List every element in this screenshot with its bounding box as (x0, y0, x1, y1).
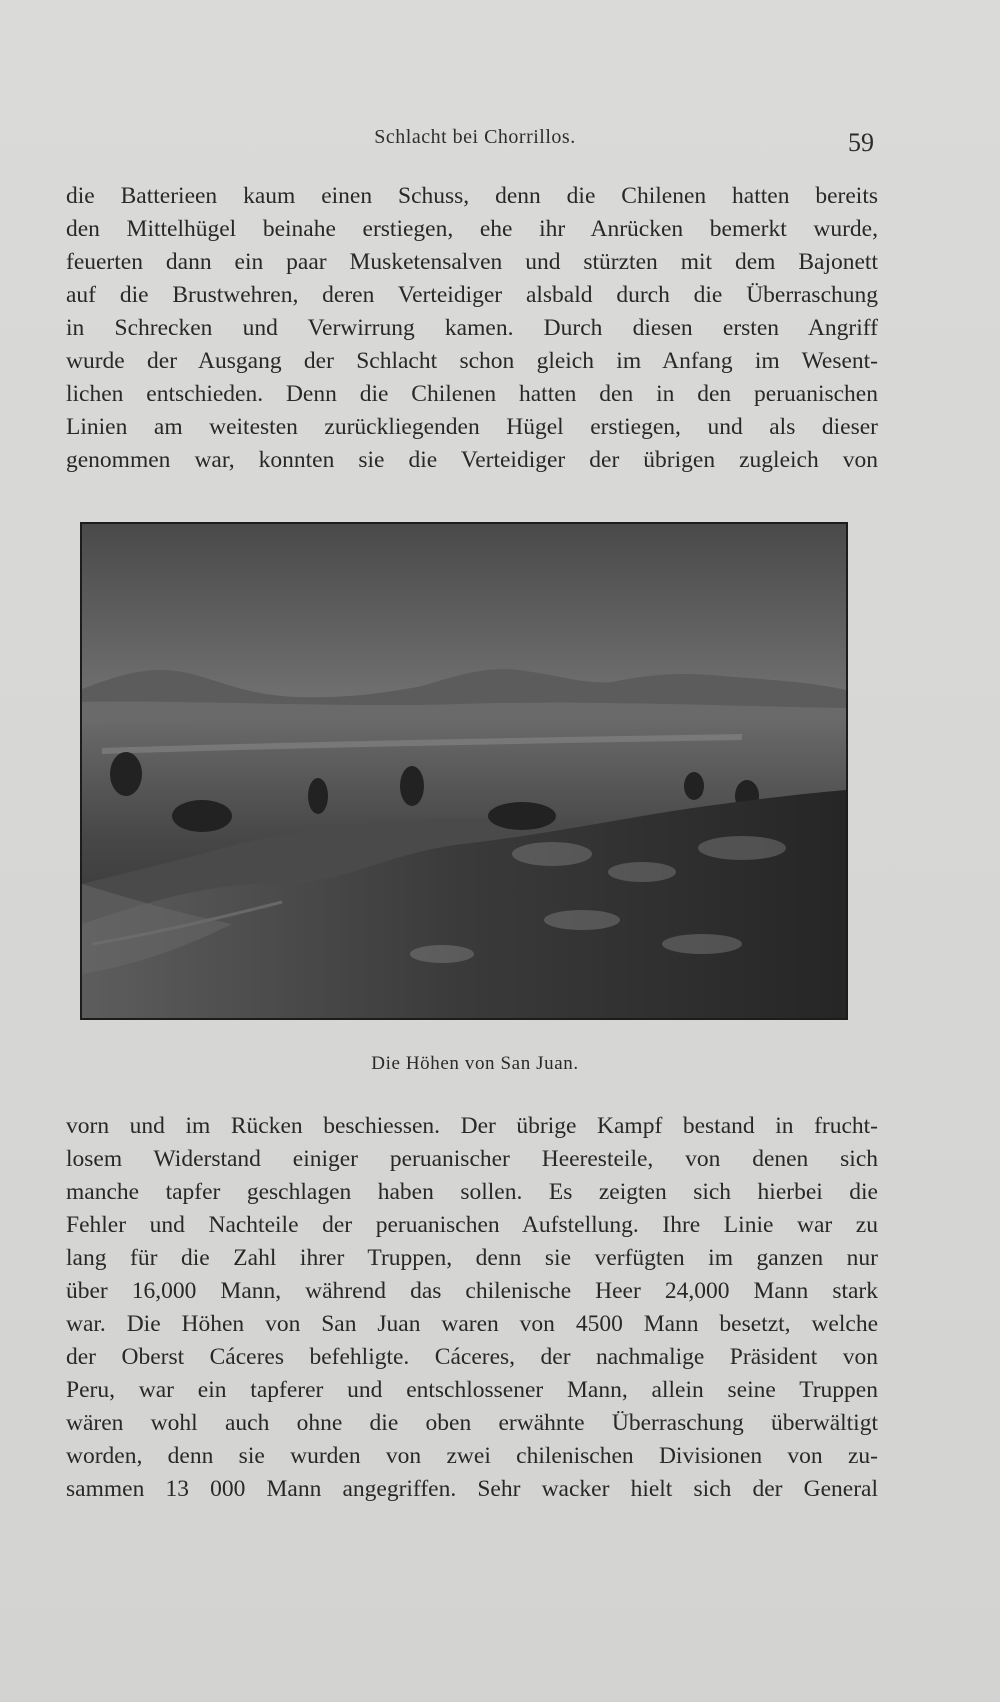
page-number: 59 (848, 128, 874, 157)
text-line: wären wohl auch ohne die oben erwähnte Überraschung überwältigt (66, 1410, 878, 1436)
text-line: auf die Brustwehren, deren Verteidiger alsbald durch die Überraschung (66, 282, 878, 308)
text-line: worden, denn sie wurden von zwei chilenischen Divisionen von zu- (66, 1443, 878, 1469)
text-line: lang für die Zahl ihrer Truppen, denn sie verfügten im ganzen nur (66, 1245, 878, 1271)
text-line: war. Die Höhen von San Juan waren von 4500 Mann besetzt, welche (66, 1311, 878, 1337)
text-line: in Schrecken und Verwirrung kamen. Durch diesen ersten Angriff (66, 315, 878, 341)
text-line: über 16,000 Mann, während das chilenische Heer 24,000 Mann stark (66, 1278, 878, 1304)
text-line: sammen 13 000 Mann angegriffen. Sehr wacker hielt sich der General (66, 1476, 878, 1502)
text-line: Linien am weitesten zurückliegenden Hügel erstiegen, und als dieser (66, 414, 878, 440)
text-line: vorn und im Rücken beschiessen. Der übrige Kampf bestand in frucht- (66, 1113, 878, 1139)
text-line: den Mittelhügel beinahe erstiegen, ehe ihr Anrücken bemerkt wurde, (66, 216, 878, 242)
landscape-photograph (80, 522, 848, 1020)
text-line: genommen war, konnten sie die Verteidiger der übrigen zugleich von (66, 447, 878, 473)
body-text-top (66, 180, 878, 477)
text-line: Peru, war ein tapferer und entschlossener Mann, allein seine Truppen (66, 1377, 878, 1403)
text-line: lichen entschieden. Denn die Chilenen hatten den in den peruanischen (66, 381, 878, 407)
text-line: Fehler und Nachteile der peruanischen Aufstellung. Ihre Linie war zu (66, 1212, 878, 1238)
text-line: manche tapfer geschlagen haben sollen. Es zeigten sich hierbei die (66, 1179, 878, 1205)
text-line: die Batterieen kaum einen Schuss, denn die Chilenen hatten bereits (66, 183, 878, 209)
body-text-bottom (66, 1110, 878, 1506)
text-line: feuerten dann ein paar Musketensalven und stürzten mit dem Bajonett (66, 249, 878, 275)
text-line: losem Widerstand einiger peruanischer Heeresteile, von denen sich (66, 1146, 878, 1172)
text-line: wurde der Ausgang der Schlacht schon gleich im Anfang im Wesent- (66, 348, 878, 374)
running-head: Schlacht bei Chorrillos. (374, 126, 576, 148)
text-line: der Oberst Cáceres befehligte. Cáceres, der nachmalige Präsident von (66, 1344, 878, 1370)
figure-caption: Die Höhen von San Juan. (371, 1053, 579, 1074)
